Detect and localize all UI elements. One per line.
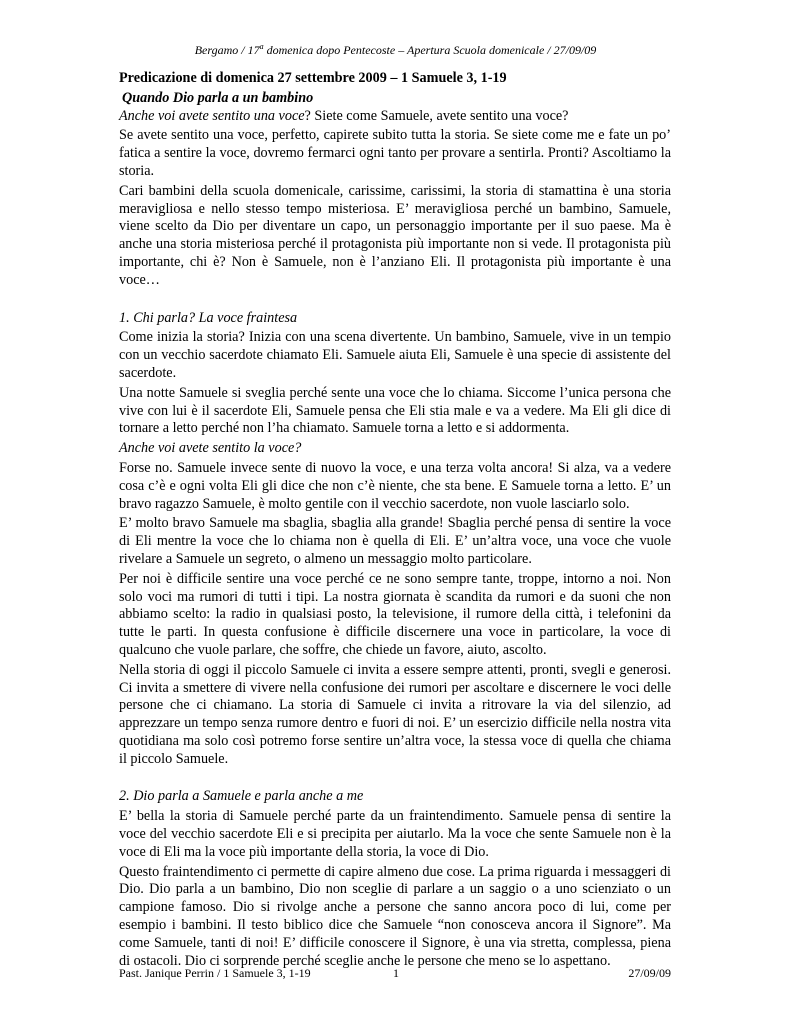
intro-question-rest: ? Siete come Samuele, avete sentito una voce? bbox=[304, 107, 569, 124]
intro-paragraph-2: Cari bambini della scuola domenicale, carissime, carissimi, la storia di stamattina è una storia meravigliosa e nello stesso tempo misteriosa. E’ meravigliosa perché un bambino, Samuele, viene scelto da Dio per diventare un capo, un personaggio importante per il suo paese. Ma è anche una storia misteriosa perché il protagonista più importante non si vede. Il protagonista più importante, chi è? Non è Samuele, non è l’anziano Eli. Il protagonista più importante è una voce… bbox=[119, 182, 671, 288]
sermon-title: Predicazione di domenica 27 settembre 2009 – 1 Samuele 3, 1-19 bbox=[119, 70, 507, 86]
header-text-post: domenica dopo Pentecoste – Apertura Scuola domenicale / 27/09/09 bbox=[263, 43, 597, 57]
section-1-paragraph-1: Come inizia la storia? Inizia con una scena divertente. Un bambino, Samuele, vive in un tempio con un vecchio sacerdote chiamato Eli. Samuele aiuta Eli, Samuele è una specie di assistente del sacerdote. bbox=[119, 329, 671, 381]
footer-date: 27/09/09 bbox=[628, 966, 671, 980]
section-1-paragraph-4: E’ molto bravo Samuele ma sbaglia, sbaglia alla grande! Sbaglia perché pensa di sentire la voce di Eli mentre la voce che lo chiama non è quella di Eli. E’ un’altra voce, una voce che vuole rivelare a Samuele un segreto, o almeno un messaggio molto particolare. bbox=[119, 515, 671, 567]
intro-paragraph-1: Se avete sentito una voce, perfetto, capirete subito tutta la storia. Se siete come me e fate un po’ fatica a sentire la voce, dovremo fermarci ogni tanto per provare a sentirla. Pronti? Ascoltiamo la storia. bbox=[119, 127, 671, 179]
section-2-paragraph-1: E’ bella la storia di Samuele perché parte da un fraintendimento. Samuele pensa di sentire la voce del vecchio sacerdote Eli e si precipita per aiutarlo. Ma la voce che sente Samuele non è la voce di Eli ma la voce più importante della storia, la voce di Dio. bbox=[119, 808, 671, 860]
footer-page-number: 1 bbox=[393, 966, 399, 980]
document-body bbox=[119, 70, 671, 972]
intro-question-italic: Anche voi avete sentito una voce bbox=[119, 107, 305, 124]
section-1-question: Anche voi avete sentito la voce? bbox=[119, 440, 302, 457]
section-1-paragraph-6: Nella storia di oggi il piccolo Samuele ci invita a essere sempre attenti, pronti, svegli e generosi. Ci invita a smettere di vivere nella confusione dei rumori per ascoltare e discernere le voci delle persone che ci chiamano. La storia di Samuele ci invita a ritrovare la via del silenzio, ad apprezzare un tempo senza rumore dentro e fuori di noi. E’ un esercizio difficile nella nostra vita quotidiana ma solo così potremo forse sentire un’altra voce, la stessa voce di quella che chiama il piccolo Samuele. bbox=[119, 661, 671, 767]
section-1-paragraph-5: Per noi è difficile sentire una voce perché ce ne sono sempre tante, troppe, intorno a noi. Non solo voci ma rumori di tutti i tipi. La nostra giornata è scandita da rumori e da suoni che non abbiamo scelto: la radio in qualsiasi posto, la televisione, il rumore della città, i telefonini da tutte le parti. In questa confusione è difficile discernere una voce in particolare, la voce di qualcuno che vuole parlare, che soffre, che chiede un favore, aiuto, ascolto. bbox=[119, 570, 671, 658]
header-text-pre: Bergamo / 17 bbox=[194, 43, 260, 57]
section-1-paragraph-3: Forse no. Samuele invece sente di nuovo la voce, e una terza volta ancora! Si alza, va a vedere cosa c’è e ogni volta Eli gli dice che non c’è niente, che sta bene. E Samuele torna a letto. E’ un bravo ragazzo Samuele, è molto gentile con il vecchio sacerdote, non vuole lasciarlo solo. bbox=[119, 459, 671, 512]
section-2-heading: 2. Dio parla a Samuele e parla anche a me bbox=[119, 788, 364, 805]
sermon-subtitle: Quando Dio parla a un bambino bbox=[122, 89, 314, 106]
section-2-paragraph-2: Questo fraintendimento ci permette di capire almeno due cose. La prima riguarda i messaggeri di Dio. Dio parla a un bambino, Dio non sceglie di parlare a un saggio o a uno scienziato o un campione famoso. Dio si rivolge anche a persone che sanno ancora poco di lui, come per esempio i bambini. Il testo biblico dice che Samuele “non conosceva ancora il Signore”. Ma come Samuele, tanti di noi! E’ difficile conoscere il Signore, è una via stretta, complessa, piena di ostacoli. Dio ci sorprende perché sceglie anche le persone che meno se lo aspettano. bbox=[119, 863, 671, 969]
running-header bbox=[0, 43, 791, 57]
header-superscript: a bbox=[259, 42, 264, 51]
intro-question bbox=[119, 108, 671, 126]
footer-author: Past. Janique Perrin / 1 Samuele 3, 1-19 bbox=[119, 966, 311, 980]
section-1-paragraph-2: Una notte Samuele si sveglia perché sente una voce che lo chiama. Siccome l’unica persona che vive con lui è il sacerdote Eli, Samuele pensa che Eli stia male e va a vedere. Ma Eli gli dice di tornare a letto perché non l’ha chiamato. Samuele torna a letto e si addormenta. bbox=[119, 384, 671, 437]
section-1-heading: 1. Chi parla? La voce fraintesa bbox=[119, 309, 298, 326]
